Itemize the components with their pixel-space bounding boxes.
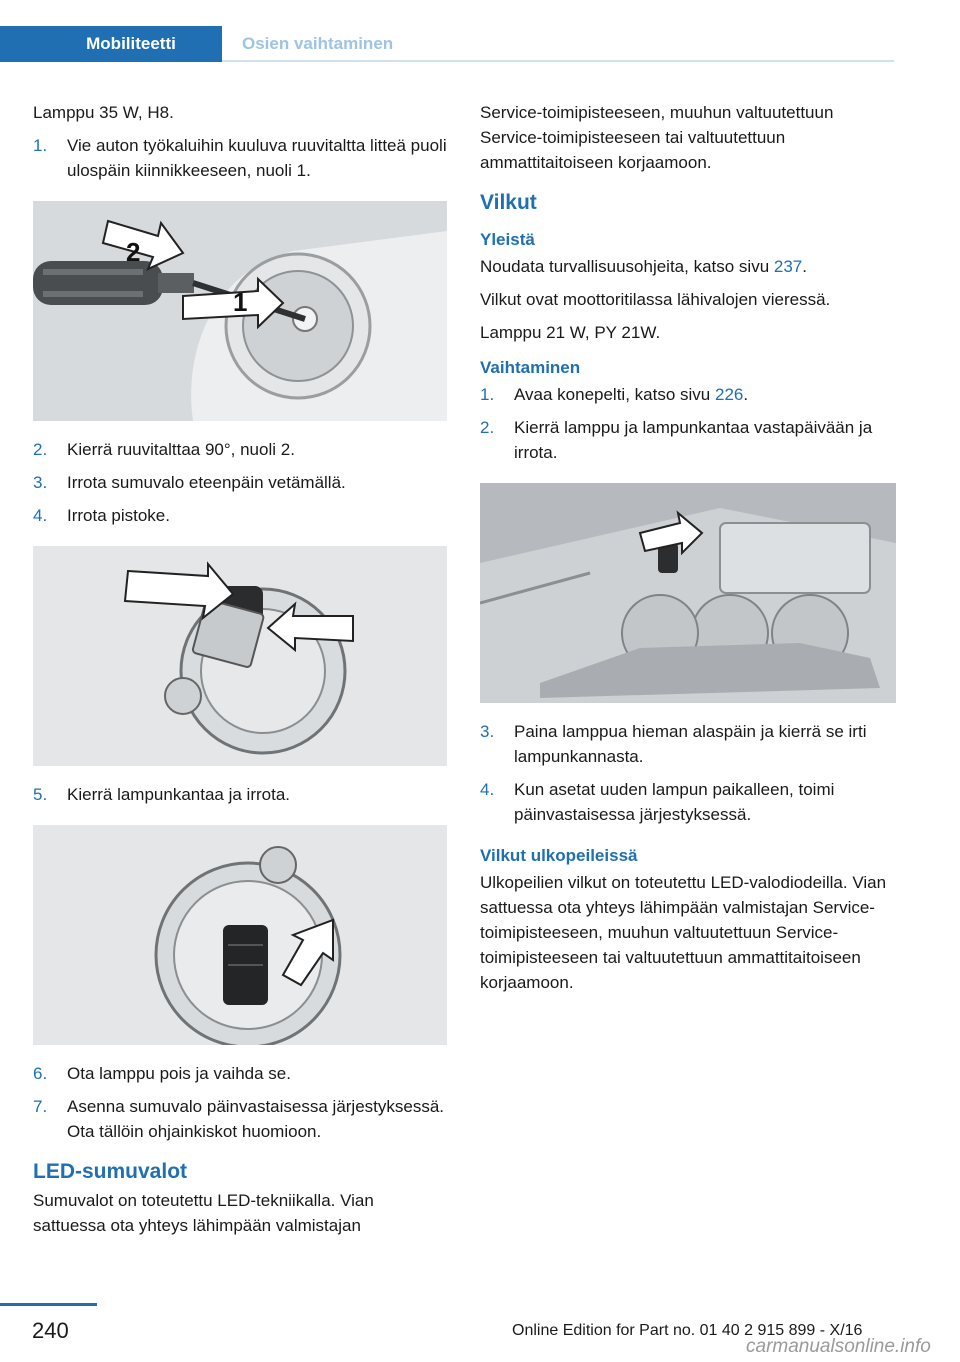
step-number: 1. (480, 385, 495, 404)
safety-text-post: . (802, 257, 807, 276)
figure-engine-bay (480, 483, 896, 703)
left-column (33, 100, 447, 1246)
step-text: Kun asetat uuden lampun paikalleen, toimi päinvastaisessa järjestyksessä. (514, 780, 835, 824)
figure-screwdriver (33, 201, 447, 421)
step-4 (33, 503, 447, 528)
step-number: 4. (33, 506, 48, 525)
right-column (480, 100, 896, 1003)
arrow-label-2: 2 (126, 237, 141, 267)
step-text: Irrota pistoke. (67, 506, 170, 525)
step-1 (33, 133, 447, 183)
figure-plug (33, 546, 447, 766)
step-3 (480, 719, 896, 769)
page-link-237[interactable]: 237 (773, 257, 803, 276)
step-text: Irrota sumuvalo eteenpäin vetämällä. (67, 473, 346, 492)
lampholder-illustration (33, 825, 447, 1045)
step-text: Kierrä lampunkantaa ja irrota. (67, 785, 291, 804)
safety-text-pre: Noudata turvallisuusohjeita, katso sivu (480, 257, 774, 276)
continued-text: Service-toimipisteeseen, muuhun valtuutettuun Service-toimipisteeseen tai valtuutettuun ammattitaitoiseen korjaamoon. (480, 103, 834, 172)
step-text: Vie auton työkaluihin kuuluva ruuvitaltta litteä puoli ulospäin kiinnikkeeseen, nuoli 1. (67, 136, 447, 180)
step-text: Asenna sumuvalo päinvastaisessa järjestyksessä. Ota tällöin ohjainkiskot huomioon. (67, 1097, 445, 1141)
engine-bay-illustration (480, 483, 896, 703)
page-link-226[interactable]: 226 (714, 385, 744, 404)
watermark: carmanualsonline.info (746, 1336, 931, 1357)
heading-vaihtaminen: Vaihtaminen (480, 358, 581, 377)
step-6 (33, 1061, 447, 1086)
heading-led-sumuvalot: LED-sumuvalot (33, 1160, 188, 1183)
step-text: Ota lamppu pois ja vaihda se. (67, 1064, 291, 1083)
screwdriver-illustration (33, 201, 447, 421)
heading-vilkut: Vilkut (480, 191, 537, 214)
step-2 (33, 437, 447, 462)
step-number: 6. (33, 1064, 48, 1083)
step-text: Paina lamppua hieman alaspäin ja kierrä se irti lampunkannasta. (514, 722, 867, 766)
step-number: 4. (480, 780, 495, 799)
step-number: 3. (480, 722, 495, 741)
lamp-text: Lamppu 21 W, PY 21W. (480, 323, 661, 342)
tab-mobiliteetti[interactable]: Mobiliteetti (0, 26, 222, 62)
step-1 (480, 382, 896, 407)
step-number: 3. (33, 473, 48, 492)
step-7 (33, 1094, 447, 1144)
mirror-text: Ulkopeilien vilkut on toteutettu LED-valodiodeilla. Vian sattuessa ota yhteys lähimpään valmistajan Service-toimipisteeseen, muuhun valtuutettuun Service-toimipisteeseen tai valtuutettuun ammattitaitoiseen korjaamoon. (480, 873, 887, 992)
step-text: Kierrä lamppu ja lampunkantaa vastapäivään ja irrota. (514, 418, 873, 462)
edition-text: Online Edition for Part no. 01 40 2 915 899 - X/16 (512, 1322, 863, 1339)
step-number: 2. (480, 418, 495, 437)
tab-osien-vaihtaminen[interactable]: Osien vaihtaminen (222, 26, 894, 62)
step-3 (33, 470, 447, 495)
safety-text (480, 254, 896, 279)
intro-text: Lamppu 35 W, H8. (33, 103, 174, 122)
step-text: Kierrä ruuvitalttaa 90°, nuoli 2. (67, 440, 295, 459)
step-number: 5. (33, 785, 48, 804)
heading-yleista: Yleistä (480, 230, 535, 249)
arrow-label-1: 1 (233, 287, 248, 317)
location-text: Vilkut ovat moottoritilassa lähivalojen vieressä. (480, 290, 831, 309)
led-text: Sumuvalot on toteutettu LED-tekniikalla. Vian sattuessa ota yhteys lähimpään valmistajan (33, 1191, 374, 1235)
step-text-pre: Avaa konepelti, katso sivu (514, 385, 715, 404)
step-number: 7. (33, 1097, 48, 1116)
step-4 (480, 777, 896, 827)
step-number: 2. (33, 440, 48, 459)
heading-vilkut-ulkopeileissa: Vilkut ulkopeileissä (480, 846, 638, 865)
page-number: 240 (32, 1318, 69, 1343)
step-5 (33, 782, 447, 807)
figure-lampholder (33, 825, 447, 1045)
footer-rule (0, 1303, 97, 1306)
step-2 (480, 415, 896, 465)
step-number: 1. (33, 136, 48, 155)
step-text-post: . (743, 385, 749, 404)
plug-illustration (33, 546, 447, 766)
